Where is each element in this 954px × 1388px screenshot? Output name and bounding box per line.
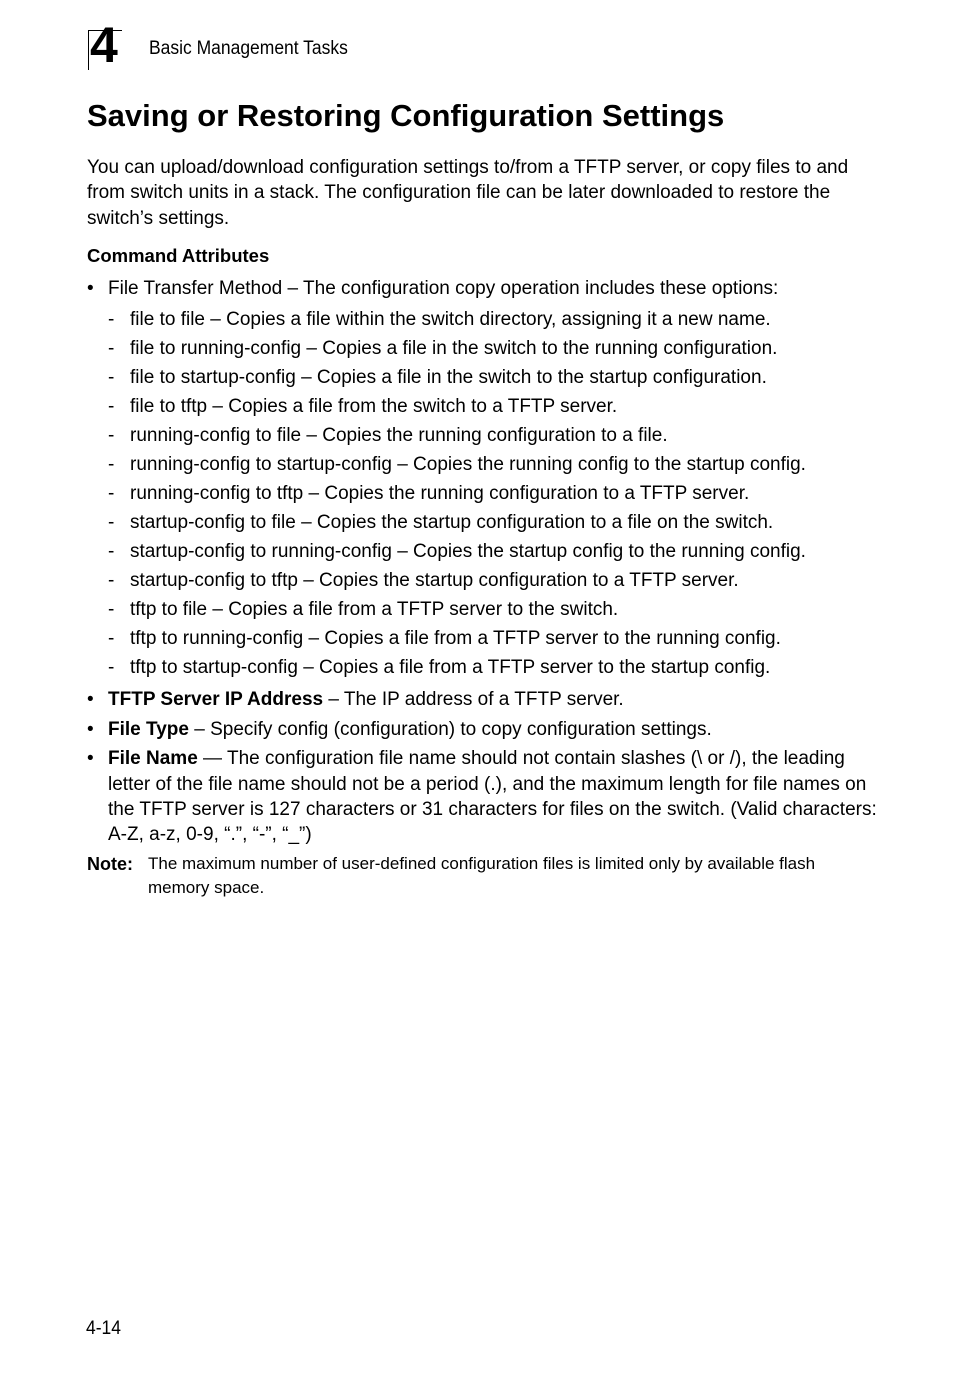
list-item	[108, 450, 877, 479]
list-item	[108, 653, 877, 682]
option-text: file to running-config – Copies a file in the switch to the running configuration.	[130, 338, 778, 360]
dash-mark: -	[108, 396, 115, 418]
dash-mark: -	[108, 425, 115, 447]
attribute-desc: – Specify config (configuration) to copy configuration settings.	[188, 718, 712, 740]
chapter-marker-rule	[88, 30, 89, 70]
option-text: file to file – Copies a file within the switch directory, assigning it a new name.	[130, 309, 771, 331]
dash-mark: -	[108, 512, 115, 534]
dash-mark: -	[108, 483, 115, 505]
dash-mark: -	[108, 309, 115, 331]
attribute-file-type	[87, 717, 877, 742]
dash-mark: -	[108, 367, 115, 389]
option-text: running-config to tftp – Copies the running configuration to a TFTP server.	[130, 483, 750, 505]
list-item	[108, 566, 877, 595]
option-text: tftp to file – Copies a file from a TFTP server to the switch.	[130, 599, 619, 621]
dash-mark: -	[108, 541, 115, 563]
option-text: tftp to running-config – Copies a file from a TFTP server to the running config.	[130, 628, 781, 650]
attribute-desc: — The configuration file name should not contain slashes (\ or /), the leading letter of the file name should not be a period (.), and the maximum length for file names on the TFTP server is 127 characters or 31 characters for files on the switch. (Valid characters: A-Z, a-z, 0-9, “.”, “-”, “_”)	[108, 748, 877, 846]
note-text: The maximum number of user-defined configuration files is limited only by available flash memory space.	[148, 854, 816, 897]
option-text: running-config to file – Copies the running configuration to a file.	[130, 425, 668, 447]
dash-mark: -	[108, 454, 115, 476]
transfer-options-list	[108, 305, 877, 682]
attribute-text: File Transfer Method – The configuration copy operation includes these options:	[108, 278, 779, 299]
bullet-mark: •	[87, 278, 94, 299]
bullet-mark: •	[87, 688, 94, 710]
dash-mark: -	[108, 628, 115, 650]
dash-mark: -	[108, 338, 115, 360]
command-attributes-heading: Command Attributes	[87, 245, 270, 266]
option-text: startup-config to running-config – Copies the startup config to the running config.	[130, 541, 806, 563]
attribute-list	[87, 276, 877, 848]
note-block	[87, 852, 867, 900]
note-label: Note:	[87, 854, 133, 874]
section-title: Saving or Restoring Configuration Settings	[87, 98, 725, 133]
attribute-term: File Name	[108, 748, 198, 770]
list-item	[108, 392, 877, 421]
dash-mark: -	[108, 657, 115, 679]
list-item	[108, 537, 877, 566]
option-text: file to startup-config – Copies a file in the switch to the startup configuration.	[130, 367, 767, 389]
page-number: 4-14	[86, 1318, 121, 1339]
option-text: running-config to startup-config – Copies the running config to the startup config.	[130, 454, 806, 476]
list-item	[108, 508, 877, 537]
attribute-file-transfer-method	[87, 276, 877, 682]
bullet-mark: •	[87, 748, 94, 770]
dash-mark: -	[108, 570, 115, 592]
option-text: tftp to startup-config – Copies a file from a TFTP server to the startup config.	[130, 657, 771, 679]
attribute-desc: – The IP address of a TFTP server.	[323, 688, 624, 710]
chapter-number: 4	[90, 17, 118, 73]
attribute-term: TFTP Server IP Address	[108, 688, 324, 710]
list-item	[108, 334, 877, 363]
bullet-mark: •	[87, 718, 94, 740]
list-item	[108, 305, 877, 334]
attribute-tftp-server-ip	[87, 687, 877, 712]
option-text: file to tftp – Copies a file from the switch to a TFTP server.	[130, 396, 618, 418]
attribute-file-name	[87, 746, 877, 847]
running-header: Basic Management Tasks	[149, 38, 348, 59]
list-item	[108, 595, 877, 624]
list-item	[108, 479, 877, 508]
intro-paragraph: You can upload/download configuration settings to/from a TFTP server, or copy files to and from switch units in a stack. The configuration file can be later downloaded to restore the switch’s settings.	[87, 157, 849, 229]
option-text: startup-config to file – Copies the startup configuration to a file on the switch.	[130, 512, 774, 534]
dash-mark: -	[108, 599, 115, 621]
list-item	[108, 363, 877, 392]
option-text: startup-config to tftp – Copies the startup configuration to a TFTP server.	[130, 570, 739, 592]
attribute-term: File Type	[108, 718, 189, 740]
list-item	[108, 421, 877, 450]
chapter-marker	[88, 17, 130, 73]
list-item	[108, 624, 877, 653]
